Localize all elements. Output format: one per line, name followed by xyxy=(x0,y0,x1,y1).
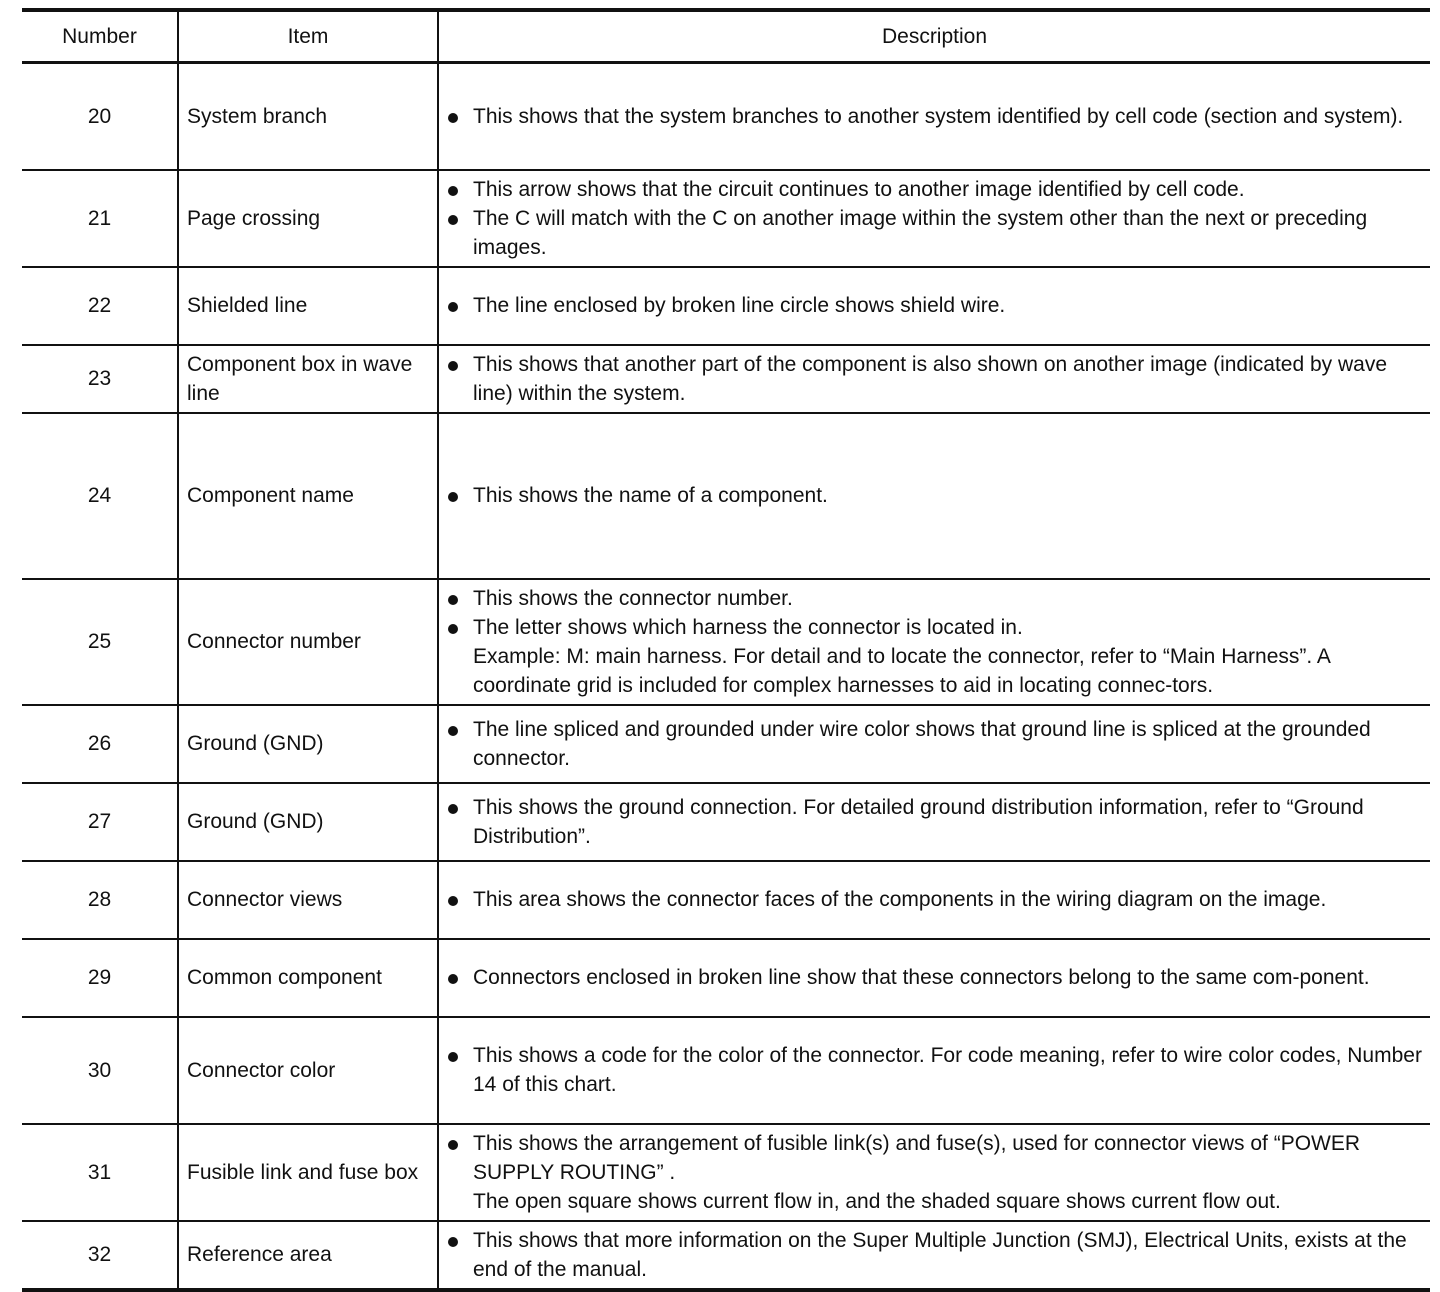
description-line xyxy=(447,1041,1426,1099)
bullet-icon xyxy=(447,291,473,320)
description-text: This shows that the system branches to another system identified by cell code (section and system). xyxy=(473,104,1404,128)
description-line xyxy=(447,175,1426,204)
table-row xyxy=(22,267,1430,345)
row-number: 26 xyxy=(22,705,178,783)
bullet-icon xyxy=(447,481,473,510)
description-text: This arrow shows that the circuit continues to another image identified by cell code. xyxy=(473,177,1245,201)
row-item: Connector number xyxy=(178,579,438,705)
description-text: This shows the arrangement of fusible link(s) and fuse(s), used for connector views of “POWER SUPPLY ROUTING” . xyxy=(473,1131,1361,1184)
description-line xyxy=(447,793,1426,851)
description-text: Connectors enclosed in broken line show that these connectors belong to the same com-ponent. xyxy=(473,966,1370,989)
description-line xyxy=(447,613,1426,642)
table-row xyxy=(22,170,1430,267)
reference-table xyxy=(22,8,1430,1292)
row-number: 25 xyxy=(22,579,178,705)
description-text: This shows the connector number. xyxy=(473,586,793,610)
table-row xyxy=(22,579,1430,705)
row-number: 21 xyxy=(22,170,178,267)
description-line xyxy=(447,715,1426,773)
row-item: Ground (GND) xyxy=(178,783,438,861)
description-line xyxy=(447,963,1426,992)
bullet-icon xyxy=(447,1226,473,1255)
table-row xyxy=(22,1017,1430,1124)
row-description xyxy=(438,413,1430,579)
row-item: Common component xyxy=(178,939,438,1017)
row-description xyxy=(438,1017,1430,1124)
description-text: This shows that another part of the component is also shown on another image (indicated by wave line) within the system. xyxy=(473,352,1388,405)
bullet-icon xyxy=(447,175,473,204)
row-number: 22 xyxy=(22,267,178,345)
description-text: This shows the name of a component. xyxy=(473,484,828,507)
row-number: 32 xyxy=(22,1221,178,1290)
bullet-icon xyxy=(447,1129,473,1158)
description-text: This area shows the connector faces of the components in the wiring diagram on the image. xyxy=(473,888,1327,911)
row-number: 24 xyxy=(22,413,178,579)
row-description xyxy=(438,1221,1430,1290)
table-row xyxy=(22,345,1430,413)
description-line xyxy=(447,481,1426,510)
bullet-icon xyxy=(447,204,473,233)
table-row xyxy=(22,63,1430,170)
row-item: Connector color xyxy=(178,1017,438,1124)
description-text: This shows that more information on the Super Multiple Junction (SMJ), Electrical Units, exists at the end of the manual. xyxy=(473,1228,1407,1281)
description-text: The line enclosed by broken line circle shows shield wire. xyxy=(473,294,1006,317)
row-description xyxy=(438,345,1430,413)
row-item: Shielded line xyxy=(178,267,438,345)
bullet-icon xyxy=(447,584,473,613)
bullet-icon xyxy=(447,885,473,914)
description-text: This shows the ground connection. For detailed ground distribution information, refer to “Ground Distribution”. xyxy=(473,795,1364,848)
description-line xyxy=(447,291,1426,320)
description-line xyxy=(447,102,1426,131)
description-line xyxy=(447,204,1426,262)
table-row xyxy=(22,1221,1430,1290)
row-number: 29 xyxy=(22,939,178,1017)
row-item: Component box in wave line xyxy=(178,345,438,413)
description-text: This shows a code for the color of the connector. For code meaning, refer to wire color codes, Number 14 of this chart. xyxy=(473,1044,1422,1096)
header-description: Description xyxy=(881,25,988,48)
bullet-icon xyxy=(447,350,473,379)
description-line: Example: M: main harness. For detail and to locate the connector, refer to “Main Harness”. A coordinate grid is included for complex harnesses to aid in locating connec-tors. xyxy=(473,644,1330,697)
description-line xyxy=(447,350,1426,408)
description-text: The letter shows which harness the connector is located in. xyxy=(473,615,1023,639)
row-item: Fusible link and fuse box xyxy=(178,1124,438,1221)
description-text: The C will match with the C on another image within the system other than the next or preceding images. xyxy=(473,206,1368,259)
row-number: 28 xyxy=(22,861,178,939)
row-number: 23 xyxy=(22,345,178,413)
description-line xyxy=(447,1129,1426,1187)
header-number: Number xyxy=(22,10,178,63)
header-row xyxy=(22,10,1430,63)
row-number: 20 xyxy=(22,63,178,170)
row-description xyxy=(438,861,1430,939)
row-description xyxy=(438,783,1430,861)
description-line xyxy=(447,584,1426,613)
header-item: Item xyxy=(178,10,438,63)
table-body xyxy=(22,63,1430,1290)
row-description xyxy=(438,267,1430,345)
row-description xyxy=(438,170,1430,267)
row-number: 30 xyxy=(22,1017,178,1124)
row-item: Component name xyxy=(178,413,438,579)
table-row xyxy=(22,939,1430,1017)
bullet-icon xyxy=(447,963,473,992)
table-row xyxy=(22,1124,1430,1221)
row-item: Reference area xyxy=(178,1221,438,1290)
bullet-icon xyxy=(447,715,473,744)
row-description xyxy=(438,63,1430,170)
description-line xyxy=(447,1226,1426,1284)
row-number: 31 xyxy=(22,1124,178,1221)
bullet-icon xyxy=(447,1041,473,1070)
table-row xyxy=(22,413,1430,579)
description-line: The open square shows current flow in, and the shaded square shows current flow out. xyxy=(473,1189,1281,1213)
row-description xyxy=(438,1124,1430,1221)
table-row xyxy=(22,783,1430,861)
row-item: System branch xyxy=(178,63,438,170)
table-row xyxy=(22,705,1430,783)
row-number: 27 xyxy=(22,783,178,861)
description-text: The line spliced and grounded under wire color shows that ground line is spliced at the grounded connector. xyxy=(473,717,1371,770)
row-description xyxy=(438,939,1430,1017)
row-item: Page crossing xyxy=(178,170,438,267)
description-line xyxy=(447,885,1426,914)
row-description xyxy=(438,705,1430,783)
row-item: Ground (GND) xyxy=(178,705,438,783)
bullet-icon xyxy=(447,102,473,131)
bullet-icon xyxy=(447,793,473,822)
row-description xyxy=(438,579,1430,705)
row-item: Connector views xyxy=(178,861,438,939)
bullet-icon xyxy=(447,613,473,642)
table-row xyxy=(22,861,1430,939)
